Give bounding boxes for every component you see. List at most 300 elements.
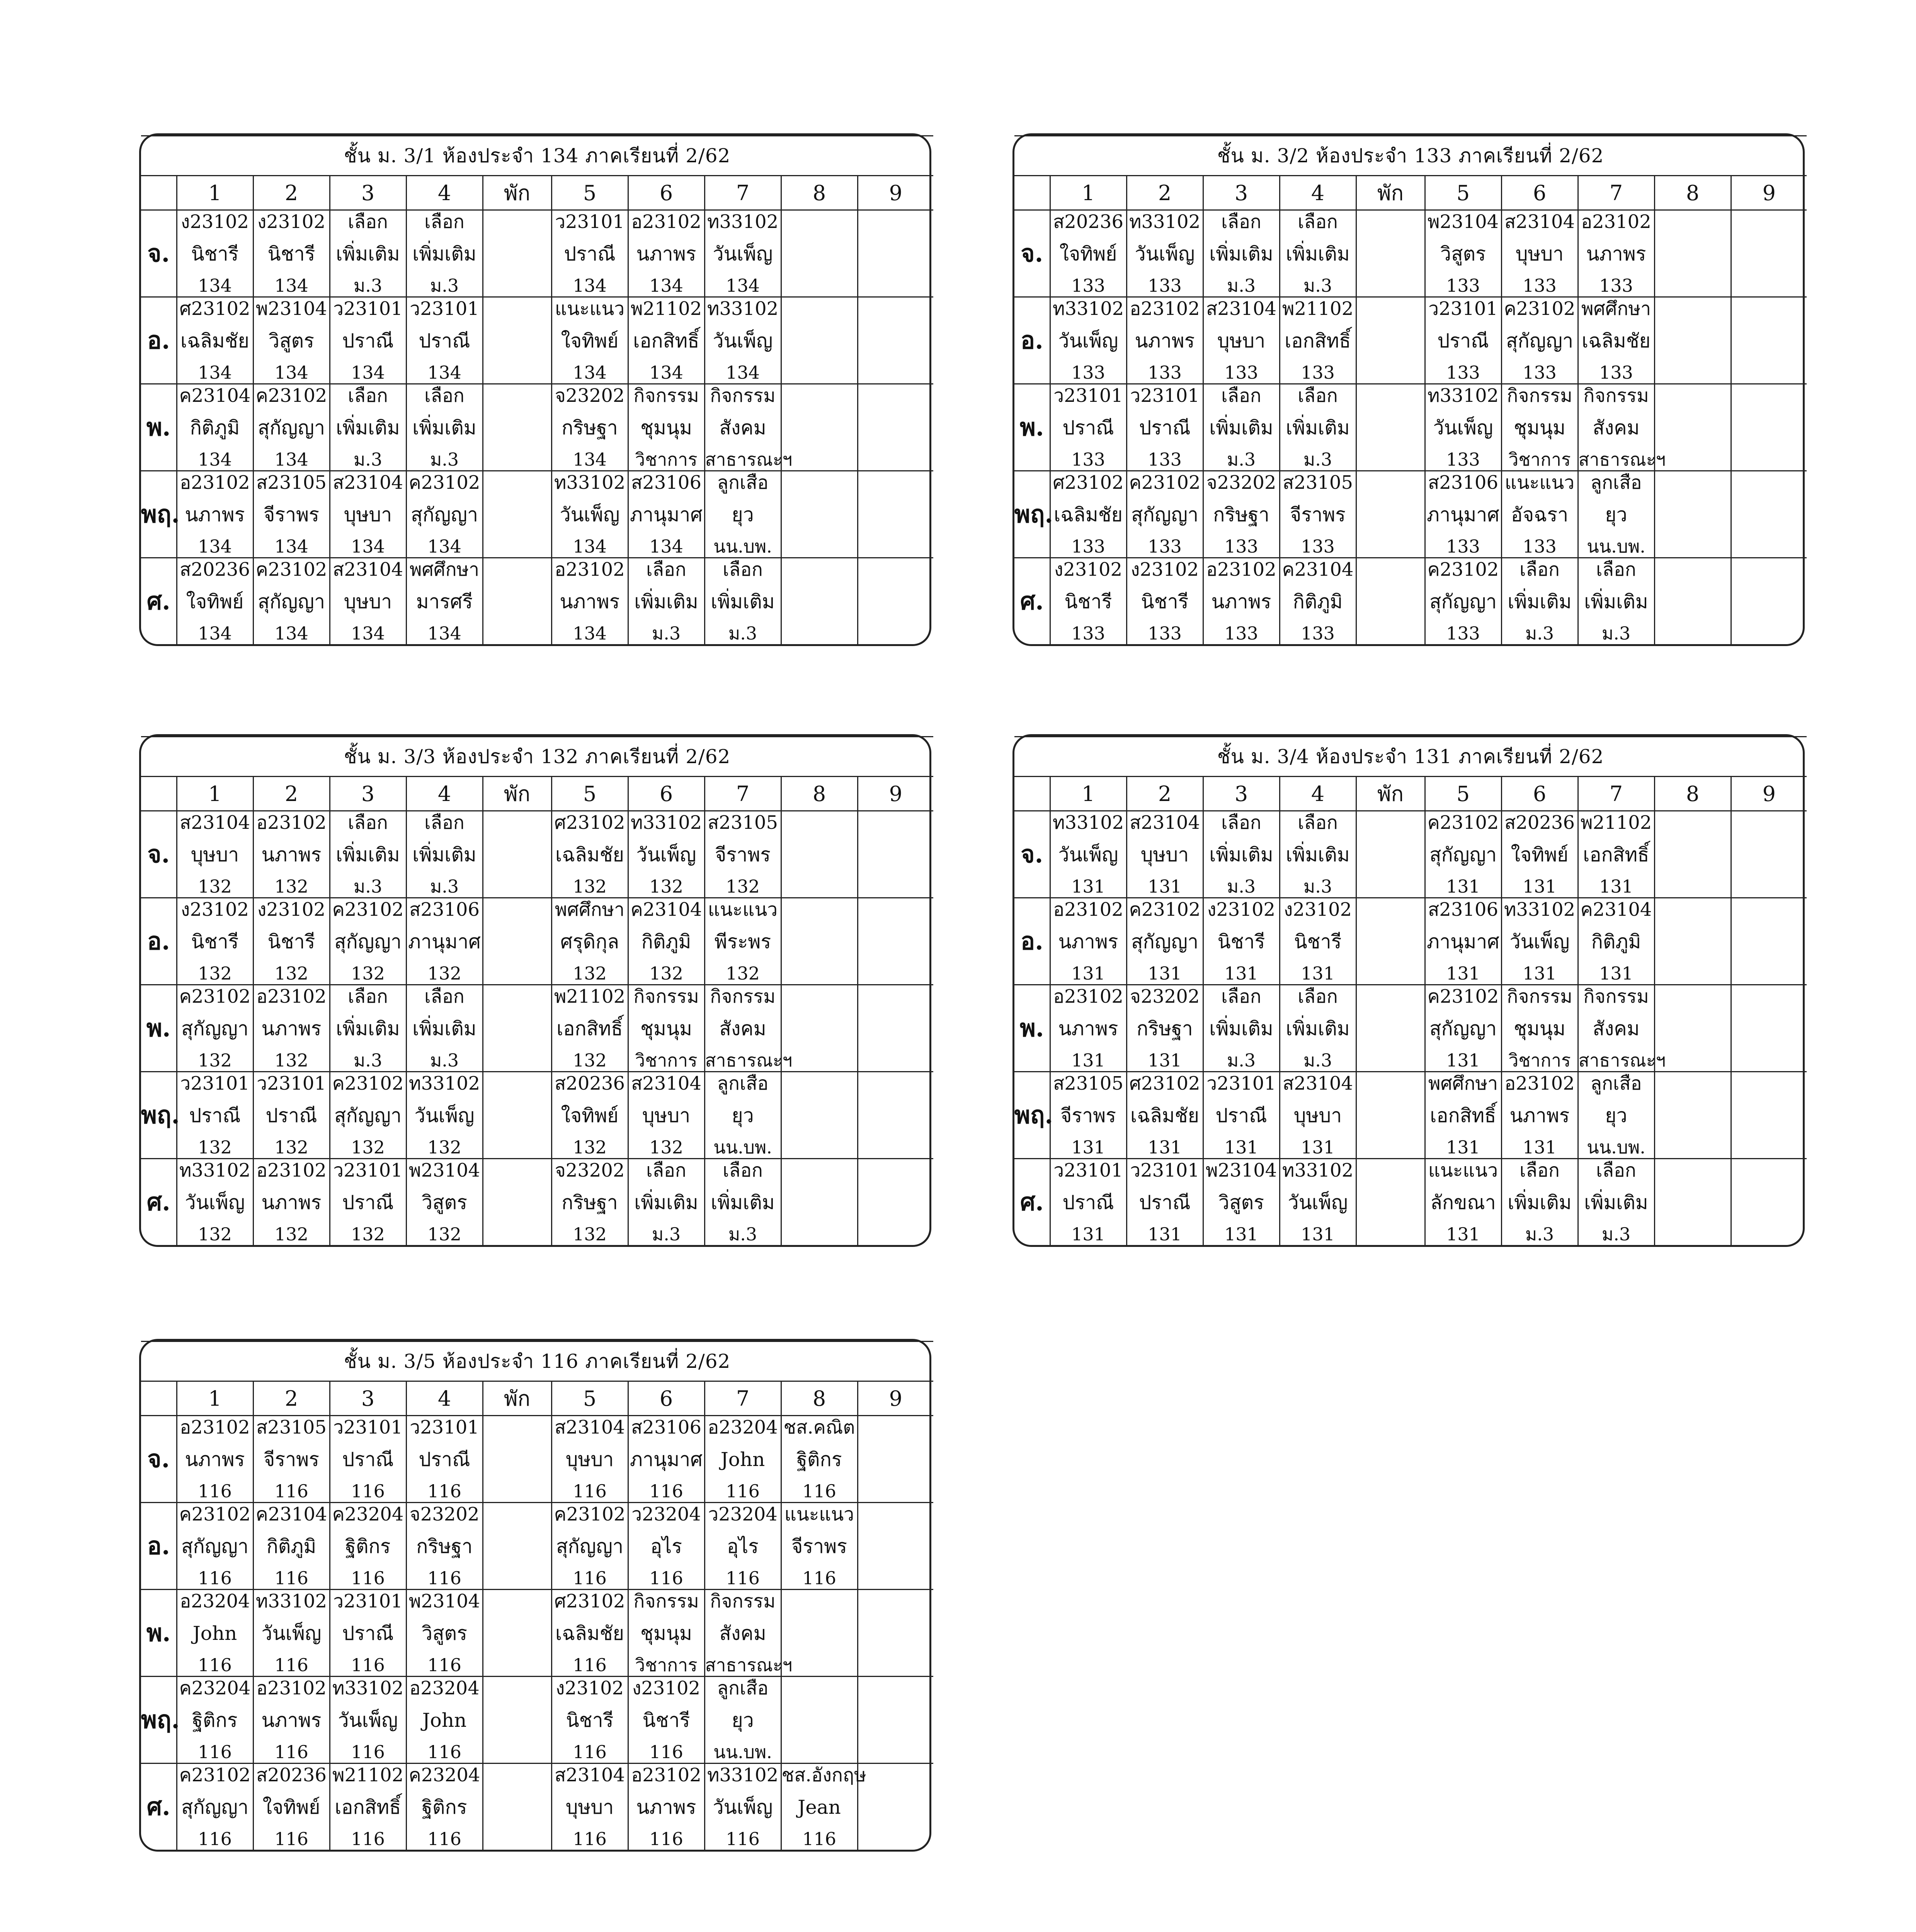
- class-name: ลักขณา: [1430, 1191, 1496, 1214]
- class-name: จีราพร: [263, 503, 320, 526]
- class-room: 116: [427, 1742, 461, 1762]
- class-name: เพิ่มเติม: [412, 243, 476, 265]
- class-code: เลือก: [348, 986, 388, 1007]
- class-code: ลูกเสือ: [1590, 1073, 1642, 1094]
- class-room: 131: [1071, 1050, 1105, 1071]
- class-name: เฉลิมชัย: [555, 1622, 624, 1645]
- class-room: 116: [351, 1742, 385, 1762]
- class-name: เพิ่มเติม: [412, 844, 476, 866]
- period-header: 4: [406, 176, 483, 210]
- period-header: 7: [1578, 777, 1654, 811]
- class-name: ภานุมาศ: [630, 503, 703, 526]
- class-name: นภาพร: [261, 1191, 322, 1214]
- class-name: นภาพร: [1058, 1017, 1118, 1040]
- class-cell: [253, 1072, 330, 1159]
- class-name: วันเพ็ญ: [713, 330, 773, 352]
- class-room: 133: [1071, 449, 1105, 470]
- class-cell: [704, 1159, 781, 1245]
- class-code: เลือก: [1298, 385, 1338, 406]
- class-code: ค23102: [179, 1764, 251, 1786]
- class-code: ส23106: [631, 1417, 701, 1438]
- empty-cell: [858, 558, 933, 645]
- class-name: วันเพ็ญ: [560, 503, 620, 526]
- period-header: 5: [1425, 777, 1501, 811]
- class-name: สังคม: [1593, 417, 1640, 439]
- class-code: ท33102: [1427, 385, 1499, 406]
- class-code: เลือก: [1221, 385, 1261, 406]
- class-cell: [704, 1503, 781, 1590]
- class-code: ท33102: [630, 812, 702, 833]
- period-header: 2: [1126, 176, 1203, 210]
- class-room: 131: [1224, 1224, 1258, 1245]
- class-room: 131: [1446, 1050, 1480, 1071]
- class-cell: [406, 811, 483, 898]
- class-name: ปราณี: [419, 1448, 470, 1471]
- class-cell: [1578, 558, 1654, 645]
- class-name: เพิ่มเติม: [1584, 590, 1648, 613]
- class-name: สุกัญญา: [181, 1796, 249, 1818]
- class-room: วิชาการ: [635, 1655, 698, 1675]
- class-code: ท33102: [255, 1590, 327, 1612]
- period-header: 2: [253, 1381, 330, 1416]
- class-room: 134: [274, 362, 308, 383]
- class-cell: [1501, 210, 1578, 297]
- class-code: ค23102: [255, 385, 327, 406]
- class-name: เพิ่มเติม: [412, 417, 476, 439]
- class-name: สังคม: [1593, 1017, 1640, 1040]
- class-name: ใจทิพย์: [1059, 243, 1117, 265]
- class-room: 131: [1148, 876, 1182, 897]
- class-name: นภาพร: [1211, 590, 1271, 613]
- class-room: นน.บพ.: [713, 1742, 772, 1762]
- empty-cell: [781, 384, 858, 471]
- period-header: พัก: [1356, 176, 1425, 210]
- class-code: ส23106: [631, 472, 701, 493]
- class-room: 133: [1148, 449, 1182, 470]
- class-code: อ23204: [180, 1590, 250, 1612]
- class-room: 116: [649, 1568, 683, 1588]
- class-code: ส23104: [333, 559, 403, 580]
- class-name: ภานุมาศ: [1427, 930, 1499, 953]
- class-code: ง23102: [1283, 899, 1352, 920]
- class-cell: [1425, 1159, 1501, 1245]
- class-name: สุกัญญา: [181, 1017, 249, 1040]
- class-cell: [330, 297, 406, 384]
- class-cell: [253, 1416, 330, 1503]
- class-code: ง23102: [257, 899, 326, 920]
- class-code: ส23105: [256, 472, 327, 493]
- class-room: 134: [649, 362, 683, 383]
- class-cell: [704, 558, 781, 645]
- class-cell: [551, 558, 628, 645]
- class-code: ส23105: [1053, 1073, 1123, 1094]
- class-code: แนะแนว: [784, 1503, 854, 1525]
- class-name: เอกสิทธิ์: [335, 1796, 401, 1818]
- period-header: 8: [1654, 777, 1731, 811]
- class-room: 116: [198, 1481, 232, 1502]
- period-header: 4: [1280, 777, 1356, 811]
- class-cell: [177, 471, 253, 558]
- period-header: พัก: [483, 777, 551, 811]
- class-room: 132: [274, 963, 308, 984]
- class-name: เพิ่มเติม: [412, 1017, 476, 1040]
- class-cell: [1203, 1072, 1280, 1159]
- class-name: นภาพร: [636, 243, 696, 265]
- class-room: 116: [573, 1568, 607, 1588]
- class-code: ว23101: [555, 211, 624, 233]
- day-label: ศ.: [141, 1764, 177, 1850]
- class-cell: [628, 1764, 704, 1850]
- class-room: 116: [274, 1742, 308, 1762]
- class-cell: [1578, 811, 1654, 898]
- class-code: พ23104: [255, 298, 327, 320]
- class-code: อ23102: [180, 1417, 250, 1438]
- empty-cell: [858, 1503, 933, 1590]
- class-name: จีราพร: [1290, 503, 1346, 526]
- class-name: สุกัญญา: [257, 590, 325, 613]
- empty-cell: [781, 471, 858, 558]
- class-cell: [177, 384, 253, 471]
- class-cell: [330, 1590, 406, 1677]
- empty-cell: [858, 471, 933, 558]
- class-room: 134: [274, 623, 308, 644]
- class-cell: [330, 1764, 406, 1850]
- break-cell: [483, 985, 551, 1072]
- class-code: พ23104: [1427, 211, 1499, 233]
- class-code: ส20236: [256, 1764, 327, 1786]
- class-code: ว23101: [333, 298, 403, 320]
- class-name: สุกัญญา: [1429, 590, 1497, 613]
- period-header: 4: [406, 1381, 483, 1416]
- class-cell: [628, 471, 704, 558]
- break-cell: [1356, 471, 1425, 558]
- period-header: 2: [253, 176, 330, 210]
- class-cell: [1126, 558, 1203, 645]
- class-code: กิจกรรม: [633, 986, 699, 1007]
- class-name: นภาพร: [261, 844, 322, 866]
- class-name: บุษบา: [191, 844, 239, 866]
- empty-cell: [781, 297, 858, 384]
- class-cell: [406, 1159, 483, 1245]
- class-name: เพิ่มเติม: [711, 590, 775, 613]
- class-name: ฐิติกร: [345, 1535, 391, 1558]
- class-name: บุษบา: [344, 590, 392, 613]
- class-code: ท33102: [554, 472, 626, 493]
- class-room: 133: [1148, 275, 1182, 296]
- class-cell: [1280, 471, 1356, 558]
- break-cell: [1356, 384, 1425, 471]
- class-name: บุษบา: [1515, 243, 1564, 265]
- class-name: เฉลิมชัย: [180, 330, 249, 352]
- class-cell: [1501, 297, 1578, 384]
- class-name: วันเพ็ญ: [713, 243, 773, 265]
- class-code: เลือก: [1596, 559, 1636, 580]
- class-name: ยุว: [732, 1709, 754, 1731]
- break-cell: [483, 558, 551, 645]
- class-room: สาธารณะฯ: [1578, 1050, 1666, 1071]
- class-code: อ23102: [1130, 298, 1200, 320]
- class-cell: [551, 811, 628, 898]
- class-code: ว23101: [1428, 298, 1498, 320]
- class-room: 134: [274, 275, 308, 296]
- corner-cell: [1014, 777, 1050, 811]
- class-name: ปราณี: [1437, 330, 1489, 352]
- class-room: 132: [427, 1137, 461, 1158]
- class-code: พศศึกษา: [1581, 298, 1651, 320]
- period-header: 6: [1501, 777, 1578, 811]
- class-name: สังคม: [719, 1017, 766, 1040]
- class-name: ปราณี: [342, 1622, 394, 1645]
- class-room: 132: [427, 963, 461, 984]
- class-code: พ23104: [408, 1160, 480, 1181]
- class-room: 131: [1071, 1137, 1105, 1158]
- class-cell: [551, 1677, 628, 1764]
- class-cell: [704, 985, 793, 1072]
- class-cell: [1425, 384, 1501, 471]
- class-name: เพิ่มเติม: [1286, 844, 1350, 866]
- class-code: ว23101: [333, 1417, 403, 1438]
- period-header: พัก: [483, 1381, 551, 1416]
- class-room: 132: [573, 876, 607, 897]
- class-cell: [1425, 558, 1501, 645]
- period-header: 3: [1203, 176, 1280, 210]
- class-name: เพิ่มเติม: [1508, 1191, 1572, 1214]
- class-room: 133: [1599, 275, 1633, 296]
- class-code: ท33102: [408, 1073, 480, 1094]
- class-name: John: [720, 1448, 765, 1471]
- class-code: เลือก: [1298, 986, 1338, 1007]
- class-cell: [253, 898, 330, 985]
- class-room: 131: [1446, 1224, 1480, 1245]
- period-header: 9: [1731, 777, 1807, 811]
- class-code: เลือก: [1221, 986, 1261, 1007]
- class-name: Jean: [798, 1796, 841, 1818]
- class-name: ฐิติกร: [422, 1796, 467, 1818]
- class-name: ภานุมาศ: [408, 930, 481, 953]
- class-cell: [704, 1072, 781, 1159]
- period-header: 5: [551, 777, 628, 811]
- empty-cell: [1731, 210, 1807, 297]
- class-code: ค23204: [408, 1764, 480, 1786]
- class-room: 134: [427, 623, 461, 644]
- class-cell: [704, 384, 793, 471]
- class-name: นิชารี: [642, 1709, 690, 1731]
- class-name: จีราพร: [791, 1535, 847, 1558]
- class-code: ค23102: [332, 899, 404, 920]
- schedule-3-5: [139, 1339, 931, 1852]
- class-code: ค23102: [1427, 812, 1499, 833]
- class-cell: [177, 1677, 253, 1764]
- schedule-3-2: [1012, 133, 1805, 646]
- class-code: ว23101: [1130, 1160, 1200, 1181]
- class-name: วันเพ็ญ: [1058, 844, 1118, 866]
- class-code: ท33102: [1052, 812, 1124, 833]
- class-name: สุกัญญา: [410, 503, 478, 526]
- class-cell: [406, 1677, 483, 1764]
- break-cell: [483, 471, 551, 558]
- period-header: 1: [177, 777, 253, 811]
- class-cell: [551, 1159, 628, 1245]
- class-cell: [253, 1764, 330, 1850]
- class-cell: [177, 1072, 253, 1159]
- class-cell: [628, 1159, 704, 1245]
- class-room: 133: [1301, 536, 1335, 557]
- class-code: อ23102: [256, 812, 327, 833]
- class-code: เลือก: [723, 1160, 763, 1181]
- class-cell: [704, 898, 781, 985]
- class-code: ลูกเสือ: [717, 472, 769, 493]
- break-cell: [483, 297, 551, 384]
- class-code: กิจกรรม: [633, 1590, 699, 1612]
- class-room: ม.3: [1303, 449, 1332, 470]
- class-name: วันเพ็ญ: [338, 1709, 398, 1731]
- class-name: วันเพ็ญ: [1135, 243, 1195, 265]
- class-room: 133: [1446, 275, 1480, 296]
- class-name: สุกัญญา: [1131, 503, 1199, 526]
- break-cell: [483, 210, 551, 297]
- class-room: 134: [726, 275, 760, 296]
- class-code: แนะแนว: [1428, 1160, 1498, 1181]
- class-cell: [551, 1416, 628, 1503]
- class-code: ศ23102: [554, 1590, 625, 1612]
- class-room: 133: [1599, 362, 1633, 383]
- class-room: 116: [427, 1655, 461, 1675]
- class-cell: [1280, 985, 1356, 1072]
- class-room: 133: [1071, 275, 1105, 296]
- day-label: พ.: [141, 1590, 177, 1677]
- class-room: 134: [726, 362, 760, 383]
- class-cell: [1203, 811, 1280, 898]
- class-cell: [551, 1072, 628, 1159]
- class-code: ค23102: [179, 986, 251, 1007]
- class-cell: [177, 1416, 253, 1503]
- class-cell: [1501, 1159, 1578, 1245]
- period-header: 3: [330, 1381, 406, 1416]
- class-name: เอกสิทธิ์: [1285, 330, 1351, 352]
- empty-cell: [781, 898, 858, 985]
- day-label: จ.: [141, 1416, 177, 1503]
- class-room: 133: [1071, 623, 1105, 644]
- day-label: ศ.: [1014, 558, 1050, 645]
- class-name: เพิ่มเติม: [1286, 1017, 1350, 1040]
- class-code: กิจกรรม: [633, 385, 699, 406]
- class-room: 134: [427, 362, 461, 383]
- period-header: 6: [628, 176, 704, 210]
- class-room: 132: [573, 1050, 607, 1071]
- class-room: วิชาการ: [1508, 449, 1571, 470]
- class-cell: [628, 898, 704, 985]
- class-room: 133: [1224, 536, 1258, 557]
- class-room: 131: [1599, 876, 1633, 897]
- period-header: 9: [858, 176, 933, 210]
- class-name: วันเพ็ญ: [1433, 417, 1493, 439]
- period-header: 1: [1050, 176, 1126, 210]
- class-code: ส23106: [1428, 899, 1498, 920]
- class-cell: [330, 1416, 406, 1503]
- class-room: 116: [274, 1568, 308, 1588]
- class-code: เลือก: [1221, 812, 1261, 833]
- period-header: 7: [704, 1381, 781, 1416]
- class-code: ค23204: [179, 1677, 251, 1699]
- class-room: 133: [1071, 536, 1105, 557]
- class-name: นภาพร: [636, 1796, 696, 1818]
- class-room: 132: [726, 963, 760, 984]
- day-label: ศ.: [1014, 1159, 1050, 1245]
- class-name: นิชารี: [1141, 590, 1189, 613]
- class-name: ชุมนุม: [640, 417, 693, 439]
- class-name: บุษบา: [344, 503, 392, 526]
- empty-cell: [858, 210, 933, 297]
- class-room: ม.3: [353, 1050, 383, 1071]
- class-code: ว23101: [333, 1160, 403, 1181]
- class-name: เอกสิทธิ์: [633, 330, 699, 352]
- day-label: อ.: [1014, 898, 1050, 985]
- break-cell: [483, 1764, 551, 1850]
- class-room: ม.3: [353, 275, 383, 296]
- class-room: 133: [1071, 362, 1105, 383]
- class-cell: [406, 1590, 483, 1677]
- period-header: 1: [1050, 777, 1126, 811]
- class-code: เลือก: [1520, 559, 1560, 580]
- class-room: 132: [573, 1137, 607, 1158]
- class-name: วิสูตร: [422, 1622, 467, 1645]
- class-name: กริษฐา: [1137, 1017, 1193, 1040]
- class-room: 116: [274, 1655, 308, 1675]
- class-room: ม.3: [430, 275, 459, 296]
- class-room: 131: [1301, 1224, 1335, 1245]
- class-code: ค23102: [179, 1503, 251, 1525]
- class-room: 134: [274, 536, 308, 557]
- day-label: พ.: [1014, 985, 1050, 1072]
- class-room: ม.3: [1525, 1224, 1554, 1245]
- class-room: 132: [351, 1224, 385, 1245]
- break-cell: [1356, 558, 1425, 645]
- class-room: 131: [1148, 1137, 1182, 1158]
- class-name: เฉลิมชัย: [1054, 503, 1123, 526]
- class-name: ปราณี: [1062, 1191, 1114, 1214]
- class-code: ศ23102: [179, 298, 250, 320]
- class-room: 116: [351, 1828, 385, 1849]
- class-code: ค23104: [1580, 899, 1652, 920]
- class-room: 116: [726, 1481, 760, 1502]
- class-name: นภาพร: [185, 503, 245, 526]
- class-cell: [1578, 471, 1654, 558]
- class-cell: [704, 1677, 781, 1764]
- class-name: บุษบา: [1140, 844, 1189, 866]
- class-name: อุไร: [650, 1535, 682, 1558]
- class-name: สุกัญญา: [1429, 1017, 1497, 1040]
- class-code: ง23102: [257, 211, 326, 233]
- empty-cell: [781, 1072, 858, 1159]
- empty-cell: [1731, 384, 1807, 471]
- class-code: ง23102: [1054, 559, 1123, 580]
- class-name: John: [422, 1709, 467, 1731]
- corner-cell: [141, 777, 177, 811]
- period-header: 2: [253, 777, 330, 811]
- period-header: 7: [704, 176, 781, 210]
- empty-cell: [1654, 384, 1731, 471]
- class-name: นิชารี: [1294, 930, 1342, 953]
- class-name: นิชารี: [191, 930, 239, 953]
- class-name: เอกสิทธิ์: [1430, 1104, 1496, 1127]
- class-cell: [1203, 471, 1280, 558]
- empty-cell: [1654, 898, 1731, 985]
- class-cell: [177, 297, 253, 384]
- period-header: พัก: [483, 176, 551, 210]
- class-code: ชส.อังกฤษ: [781, 1764, 866, 1786]
- class-name: ปราณี: [189, 1104, 241, 1127]
- class-code: ค23104: [630, 899, 702, 920]
